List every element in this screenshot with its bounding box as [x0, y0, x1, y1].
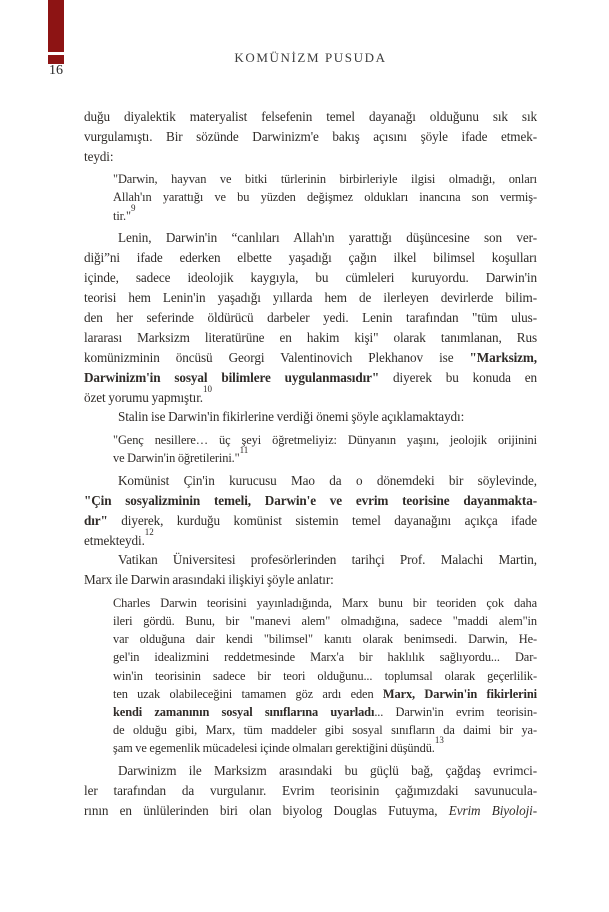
text-run: rının en ünlülerinden biri olan biyolog Douglas Futuyma, — [84, 802, 449, 818]
text-run: Komünist Çin'in kurucusu Mao da o dönemdeki bir söylevinde, — [118, 472, 537, 488]
text-line — [113, 612, 537, 630]
text-run: Marx, Darwin'in fikirlerini — [382, 686, 538, 701]
paragraph — [84, 761, 537, 821]
text-line — [84, 308, 537, 328]
text-line — [113, 735, 537, 757]
text-run: teorisi hem Lenin'in yaşadığı yıllarda hem de ilerleyen devirlerde bilim- — [84, 290, 537, 306]
text-line — [113, 630, 537, 648]
text-line — [84, 407, 537, 427]
paragraph — [84, 471, 537, 551]
page-number: 16 — [49, 63, 63, 78]
text-run: Vatikan Üniversitesi profesörlerinden tarihçi Prof. Malachi Martin, — [118, 552, 537, 568]
text-run: vurgulamıştı. Bir sözünde Darwinizm'e bakış açısını şöyle ifade etmek- — [84, 128, 537, 144]
block-quote — [113, 431, 537, 467]
paragraph — [84, 228, 537, 407]
text-run: ve Darwin'in öğretilerini." — [113, 451, 240, 466]
text-line — [84, 127, 537, 147]
text-run: teydi: — [84, 148, 114, 164]
text-line — [113, 721, 537, 739]
text-run: Allah'ın yarattığı ve bu yüzden değişmez oldukları inancına son vermiş- — [113, 190, 537, 205]
text-line — [84, 491, 537, 511]
text-line — [84, 570, 537, 590]
text-line — [113, 188, 537, 206]
text-line — [84, 527, 537, 551]
text-run: dır" — [84, 512, 108, 528]
text-run: etmekteydi. — [84, 532, 145, 548]
text-run: Lenin, Darwin'in “canlıları Allah'ın yarattığı düşüncesine son ver- — [118, 230, 537, 246]
text-line — [84, 268, 537, 288]
text-run: Darwinizm ile Marksizm arasındaki bu güçlü bağ, çağdaş evrimci- — [118, 763, 537, 779]
text-run: "Genç nesillere… üç şeyi öğretmeliyiz: Dünyanın yaşını, jeolojik orijinini — [113, 432, 537, 447]
text-run: ler tarafından da vurgulanır. Evrim teorisinin çağımızdaki savunucula- — [84, 782, 537, 798]
text-run: özet yorumu yapmıştır. — [84, 389, 203, 405]
text-run: Evrim Biyoloji- — [448, 802, 537, 818]
text-line — [113, 667, 537, 685]
text-line — [84, 228, 537, 248]
text-line — [113, 648, 537, 666]
footnote-marker: 12 — [144, 527, 154, 538]
text-run: tir." — [113, 208, 131, 223]
text-run: Darwinizm'in sosyal bilimlere uygulanmasıdır" — [84, 369, 380, 385]
text-line — [84, 348, 537, 368]
text-line — [84, 368, 537, 388]
text-line — [84, 328, 537, 348]
paragraph — [84, 550, 537, 590]
body-text — [84, 107, 537, 821]
running-title: KOMÜNİZM PUSUDA — [234, 50, 387, 65]
text-run: Stalin ise Darwin'in fikirlerine verdiği önemi şöyle açıklamaktaydı: — [118, 409, 465, 425]
text-line — [84, 781, 537, 801]
footnote-marker: 13 — [434, 735, 444, 746]
text-run: komünizminin öncüsü Georgi Valentinovich Plekhanov ise — [84, 349, 470, 365]
text-run: var olduğuna dair kendi "bilimsel" kanıtı olarak benimsedi. Darwin, He- — [113, 632, 537, 647]
text-run: diği”ni ifade ederken elbette yaşadığı çağın ilkel bilimsel koşulları — [84, 250, 537, 266]
text-run: ten uzak olabileceğini tamamen göz ardı eden — [113, 686, 383, 701]
text-line — [84, 288, 537, 308]
text-run: "Çin sosyalizminin temeli, Darwin'e ve evrim teorisine dayanmakta- — [84, 492, 537, 508]
footnote-marker: 9 — [130, 202, 136, 213]
accent-bar-decoration — [48, 0, 64, 52]
text-line — [113, 685, 537, 703]
text-line — [113, 444, 537, 467]
text-line — [84, 384, 537, 408]
text-run: diyerek bu konuda en — [379, 369, 537, 385]
text-line — [84, 248, 537, 268]
paragraph — [84, 107, 537, 167]
text-run: içinde, sadece ideolojik kaygıyla, bu cümleleri kuruyordu. Darwin'in — [84, 270, 537, 286]
text-run: "Marksizm, — [469, 349, 537, 365]
footnote-marker: 10 — [202, 384, 212, 395]
text-run: den her seferinde öldürücü darbeler yedi. Lenin tarafından "tüm ulus- — [84, 309, 537, 325]
text-run: ileri gördü. Bunu, bir "manevi alem" olmadığına, sadece "maddi alem"in — [113, 613, 537, 628]
text-line — [84, 147, 537, 167]
text-run: kendi zamanının sosyal sınıflarına uyarladı — [113, 704, 375, 719]
footnote-marker: 11 — [239, 444, 249, 455]
text-line — [113, 170, 537, 188]
text-run: Charles Darwin teorisini yayınladığında, Marx bunu bir teoriden çok daha — [113, 595, 537, 610]
text-run: de olduğu gibi, Marx, tüm maddeler gibi sosyal sınıfların da daimi bir ya- — [113, 723, 537, 738]
text-run: "Darwin, hayvan ve bitki türlerinin birbirleriyle ilgisi olmadığı, onları — [113, 172, 537, 187]
text-run: şam ve egemenlik mücadelesi içinde olmaları gerektiğini düşündü. — [113, 741, 435, 756]
text-line — [113, 594, 537, 612]
text-run: diyerek, kurduğu komünist sistemin temel dayanağını açıkça ifade — [107, 512, 537, 528]
text-line — [84, 801, 537, 821]
text-line — [84, 107, 537, 127]
block-quote — [113, 594, 537, 758]
text-run: Marx ile Darwin arasındaki ilişkiyi şöyle anlatır: — [84, 572, 334, 588]
text-line — [84, 550, 537, 570]
text-line — [113, 202, 537, 225]
text-run: lararası Marksizm literatürüne en hakim kişi" olarak tanımlanan, Rus — [84, 329, 537, 345]
text-line — [84, 471, 537, 491]
block-quote — [113, 170, 537, 225]
text-run: ... Darwin'in evrim teorisin- — [374, 704, 537, 719]
text-line — [84, 761, 537, 781]
text-run: gel'in idealizmini reddetmesinde Marx'a bir haklılık sağlıyordu... Dar- — [113, 650, 537, 665]
text-line — [113, 703, 537, 721]
text-run: duğu diyalektik materyalist felsefenin temel dayanağı olduğunu sık sık — [84, 109, 537, 124]
text-run: win'in teorisinin sadece bir teori olduğunu... toplumsal olarak geçerlilik- — [113, 668, 537, 683]
paragraph — [84, 407, 537, 427]
text-line — [113, 431, 537, 449]
